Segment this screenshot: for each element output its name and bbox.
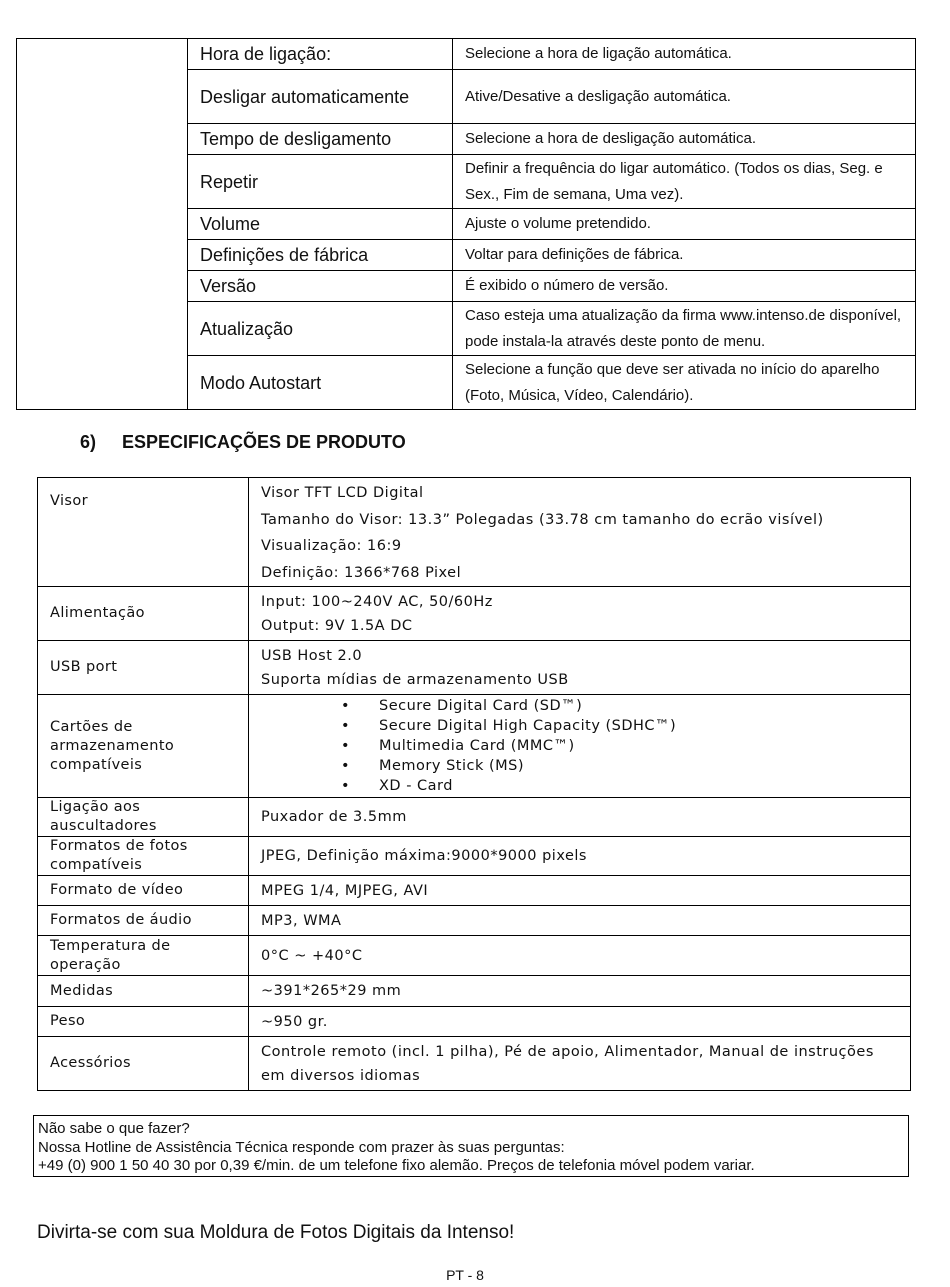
setting-label: Versão bbox=[188, 271, 453, 302]
section-title: ESPECIFICAÇÕES DE PRODUTO bbox=[122, 432, 406, 452]
table-row bbox=[38, 695, 911, 798]
specs-table bbox=[37, 477, 911, 1091]
closing-text: Divirta-se com sua Moldura de Fotos Digitais da Intenso! bbox=[37, 1222, 515, 1243]
list-item: • Secure Digital High Capacity (SDHC™) bbox=[341, 716, 898, 736]
table-row bbox=[38, 876, 911, 906]
spec-value: Controle remoto (incl. 1 pilha), Pé de apoio, Alimentador, Manual de instruções em diversos idiomas bbox=[249, 1037, 911, 1091]
setting-desc: Ajuste o volume pretendido. bbox=[453, 209, 916, 240]
spec-key: Ligação aos auscultadores bbox=[38, 798, 249, 837]
setting-desc: Ative/Desative a desligação automática. bbox=[453, 70, 916, 124]
section-number: 6) bbox=[80, 432, 97, 452]
spec-value: ~391*265*29 mm bbox=[249, 976, 911, 1007]
table-row bbox=[38, 976, 911, 1007]
table-row bbox=[38, 936, 911, 976]
spec-key: Temperatura de operação bbox=[38, 936, 249, 976]
spec-key: USB port bbox=[38, 641, 249, 695]
spec-key: Medidas bbox=[38, 976, 249, 1007]
card-list bbox=[261, 696, 898, 796]
spec-line: Definição: 1366*768 Pixel bbox=[261, 564, 462, 581]
hotline-line: Nossa Hotline de Assistência Técnica responde com prazer às suas perguntas: bbox=[38, 1138, 565, 1156]
spec-value bbox=[249, 587, 911, 641]
list-item: • XD - Card bbox=[341, 776, 898, 796]
hotline-box bbox=[33, 1115, 909, 1177]
table-row bbox=[38, 906, 911, 936]
spec-line: Output: 9V 1.5A DC bbox=[261, 617, 413, 634]
hotline-line: Não sabe o que fazer? bbox=[38, 1120, 190, 1137]
spec-value: MP3, WMA bbox=[249, 906, 911, 936]
hotline-line: +49 (0) 900 1 50 40 30 por 0,39 €/min. de um telefone fixo alemão. Preços de telefonia móvel podem variar. bbox=[38, 1157, 755, 1174]
page-number: PT - 8 bbox=[446, 1267, 484, 1283]
spec-value: Puxador de 3.5mm bbox=[249, 798, 911, 837]
section-heading bbox=[80, 432, 406, 453]
setting-label: Atualização bbox=[188, 302, 453, 356]
blank-cell bbox=[17, 39, 188, 410]
setting-desc: Caso esteja uma atualização da firma www.intenso.de disponível, pode instala-la através deste ponto de menu. bbox=[453, 302, 916, 356]
spec-key: Peso bbox=[38, 1007, 249, 1037]
settings-table bbox=[16, 38, 916, 410]
spec-line: Suporta mídias de armazenamento USB bbox=[261, 671, 569, 688]
spec-value: ~950 gr. bbox=[249, 1007, 911, 1037]
setting-desc: Definir a frequência do ligar automático. (Todos os dias, Seg. e Sex., Fim de semana, Uma vez). bbox=[453, 155, 916, 209]
setting-desc: Selecione a função que deve ser ativada no início do aparelho (Foto, Música, Vídeo, Calendário). bbox=[453, 356, 916, 410]
setting-desc: É exibido o número de versão. bbox=[453, 271, 916, 302]
table-row bbox=[38, 1037, 911, 1091]
spec-value bbox=[249, 478, 911, 587]
list-item: • Memory Stick (MS) bbox=[341, 756, 898, 776]
spec-key: Formato de vídeo bbox=[38, 876, 249, 906]
table-row bbox=[38, 837, 911, 876]
table-row bbox=[38, 478, 911, 587]
spec-key: Formatos de fotos compatíveis bbox=[38, 837, 249, 876]
setting-desc: Selecione a hora de ligação automática. bbox=[453, 39, 916, 70]
table-row bbox=[17, 39, 916, 70]
setting-label: Volume bbox=[188, 209, 453, 240]
setting-label: Hora de ligação: bbox=[188, 39, 453, 70]
setting-label: Modo Autostart bbox=[188, 356, 453, 410]
spec-line: Visualização: 16:9 bbox=[261, 538, 402, 554]
table-row bbox=[38, 587, 911, 641]
spec-value: 0°C ~ +40°C bbox=[249, 936, 911, 976]
spec-key: Formatos de áudio bbox=[38, 906, 249, 936]
spec-value: MPEG 1/4, MJPEG, AVI bbox=[249, 876, 911, 906]
spec-value: JPEG, Definição máxima:9000*9000 pixels bbox=[249, 837, 911, 876]
spec-line: USB Host 2.0 bbox=[261, 647, 363, 664]
setting-desc: Selecione a hora de desligação automática. bbox=[453, 124, 916, 155]
list-item: • Multimedia Card (MMC™) bbox=[341, 736, 898, 756]
setting-desc: Voltar para definições de fábrica. bbox=[453, 240, 916, 271]
setting-label: Definições de fábrica bbox=[188, 240, 453, 271]
table-row bbox=[38, 1007, 911, 1037]
spec-line: Tamanho do Visor: 13.3” Polegadas (33.78 cm tamanho do ecrão visível) bbox=[261, 511, 824, 528]
list-item: • Secure Digital Card (SD™) bbox=[341, 696, 898, 716]
setting-label: Desligar automaticamente bbox=[188, 70, 453, 124]
spec-value bbox=[249, 641, 911, 695]
spec-key: Cartões de armazenamento compatíveis bbox=[38, 695, 249, 798]
spec-value bbox=[249, 695, 911, 798]
table-row bbox=[38, 798, 911, 837]
table-row bbox=[38, 641, 911, 695]
setting-label: Tempo de desligamento bbox=[188, 124, 453, 155]
setting-label: Repetir bbox=[188, 155, 453, 209]
spec-key: Acessórios bbox=[38, 1037, 249, 1091]
spec-key: Visor bbox=[38, 478, 249, 587]
spec-line: Visor TFT LCD Digital bbox=[261, 485, 424, 501]
spec-line: Input: 100~240V AC, 50/60Hz bbox=[261, 593, 493, 610]
spec-key: Alimentação bbox=[38, 587, 249, 641]
